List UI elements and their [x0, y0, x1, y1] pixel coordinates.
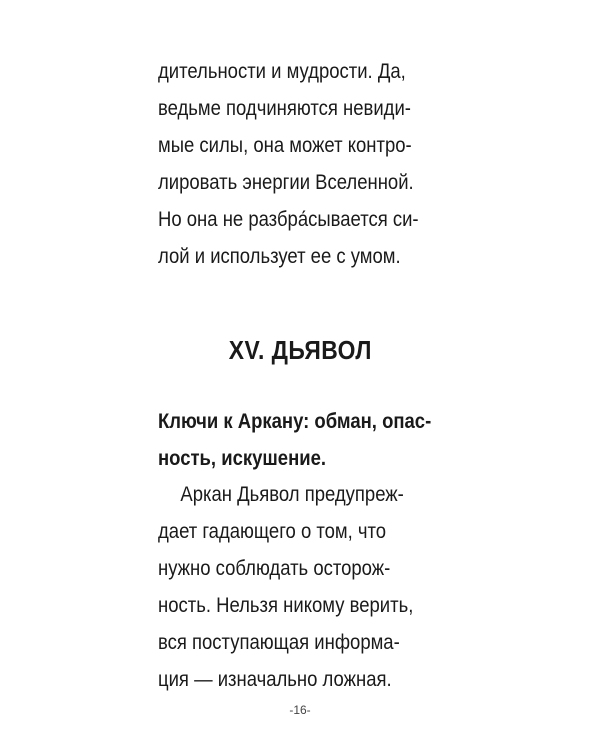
page-number: -16-	[289, 703, 311, 717]
keys-line: ность, искушение.	[158, 446, 327, 470]
text-line: вся поступающая информа-	[158, 630, 400, 654]
text-line: нужно соблюдать осторож-	[158, 556, 391, 580]
text-line: мые силы, она может контро-	[158, 133, 412, 157]
text-line: Аркан Дьявол предупреж-	[180, 482, 404, 506]
keys-line: Ключи к Аркану: обман, опас-	[158, 409, 432, 433]
text-line: ведьме подчиняются невиди-	[158, 96, 411, 120]
text-line: Но она не разбра́сывается си-	[158, 207, 419, 231]
text-line: лировать энергии Вселенной.	[158, 170, 414, 194]
text-line: дительности и мудрости. Да,	[158, 59, 406, 83]
text-line: дает гадающего о том, что	[158, 519, 387, 543]
section-heading-text: XV. ДЬЯВОЛ	[228, 335, 372, 365]
body-paragraph	[158, 476, 458, 698]
text-line: ция — изначально ложная.	[158, 667, 392, 691]
arcana-keys	[158, 403, 458, 477]
text-line: лой и использует ее с умом.	[158, 244, 401, 268]
section-heading	[0, 335, 600, 366]
text-line: ность. Нельзя никому верить,	[158, 593, 414, 617]
intro-paragraph	[158, 53, 458, 275]
